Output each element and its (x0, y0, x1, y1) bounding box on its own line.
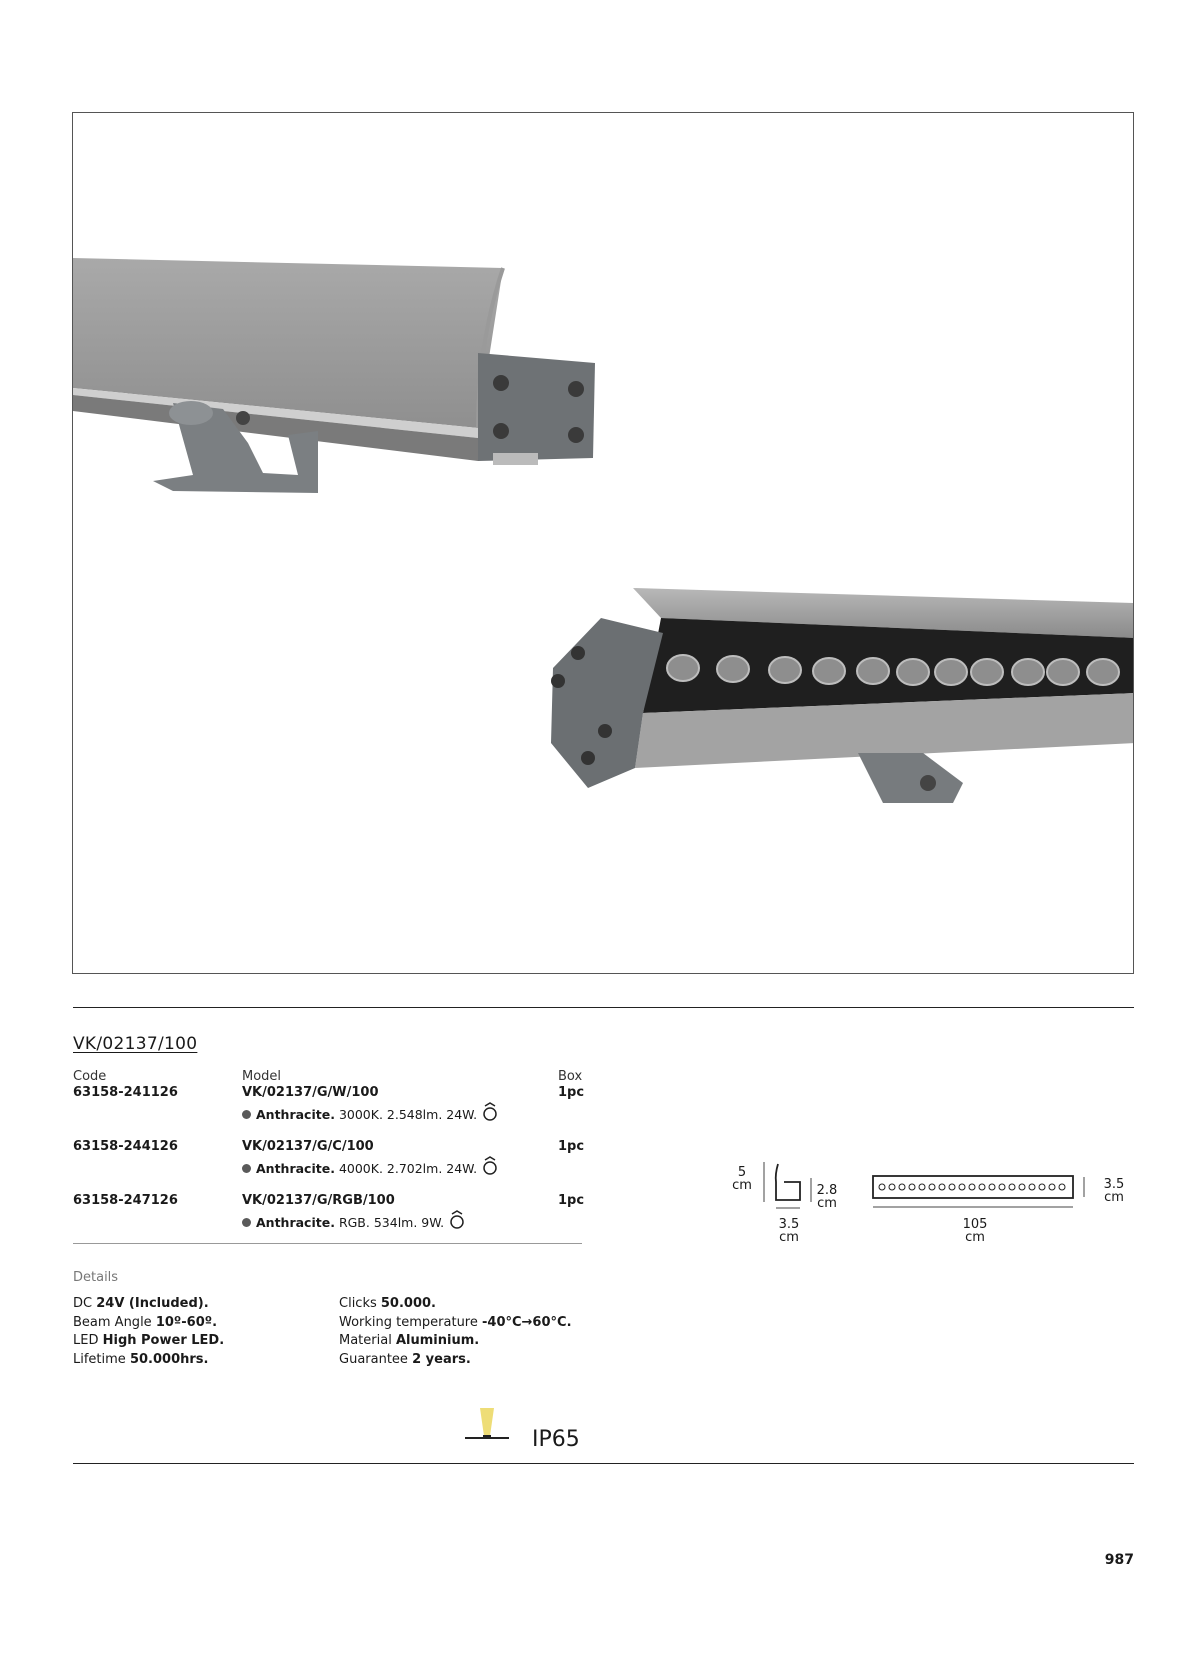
table-row-model: VK/02137/G/RGB/100 (242, 1193, 395, 1208)
spec-text: 3000K. 2.548lm. 24W. (338, 1107, 478, 1122)
ip-rating: IP65 (532, 1427, 580, 1452)
table-row-box: 1pc (558, 1193, 585, 1208)
header-box: Box (558, 1069, 583, 1084)
dimmable-icon (448, 1210, 466, 1230)
table-row-box: 1pc (558, 1139, 585, 1154)
table-row-description (242, 1210, 466, 1230)
header-code: Code (73, 1069, 107, 1084)
table-row-model: VK/02137/G/C/100 (242, 1139, 374, 1154)
table-row-code: 63158-247126 (73, 1193, 178, 1208)
details-left (73, 1295, 224, 1369)
table-row-description (242, 1156, 499, 1176)
spec-item: Working temperature -40°C→60°C. (339, 1314, 572, 1330)
spec-item: Guarantee 2 years. (339, 1351, 471, 1367)
table-divider (73, 1243, 582, 1244)
spec-item: Lifetime 50.000hrs. (73, 1351, 209, 1367)
color-dot-icon (242, 1110, 251, 1119)
spec-item: Beam Angle 10º-60º. (73, 1314, 218, 1330)
spec-item: Clicks 50.000. (339, 1296, 436, 1311)
header-model: Model (242, 1069, 282, 1084)
table-row-model: VK/02137/G/W/100 (242, 1085, 379, 1100)
color-dot-icon (242, 1218, 251, 1227)
bottom-rule (73, 1463, 1134, 1464)
dimmable-icon (481, 1156, 499, 1176)
luminaire-illustration (73, 113, 1134, 974)
product-photo (72, 112, 1134, 974)
color-dot-icon (242, 1164, 251, 1173)
details-heading: Details (73, 1270, 119, 1285)
length-profile-icon (872, 1175, 1088, 1215)
top-rule (73, 1007, 1134, 1008)
product-title: VK/02137/100 (73, 1034, 198, 1054)
dimmable-icon (481, 1102, 499, 1122)
table-row-code: 63158-241126 (73, 1085, 178, 1100)
beam-angle-icon (465, 1408, 509, 1444)
finish-label: Anthracite. (256, 1107, 335, 1122)
table-row-box: 1pc (558, 1085, 585, 1100)
details-right (339, 1295, 572, 1369)
finish-label: Anthracite. (256, 1161, 335, 1176)
cross-section-icon (762, 1160, 812, 1210)
finish-label: Anthracite. (256, 1215, 335, 1230)
spec-text: 4000K. 2.702lm. 24W. (338, 1161, 478, 1176)
table-row-code: 63158-244126 (73, 1139, 178, 1154)
table-row-description (242, 1102, 499, 1122)
spec-item: DC 24V (Included). (73, 1296, 209, 1311)
spec-item: Material Aluminium. (339, 1333, 480, 1348)
spec-text: RGB. 534lm. 9W. (338, 1215, 445, 1230)
spec-item: LED High Power LED. (73, 1333, 225, 1348)
page-number: 987 (1104, 1552, 1134, 1568)
